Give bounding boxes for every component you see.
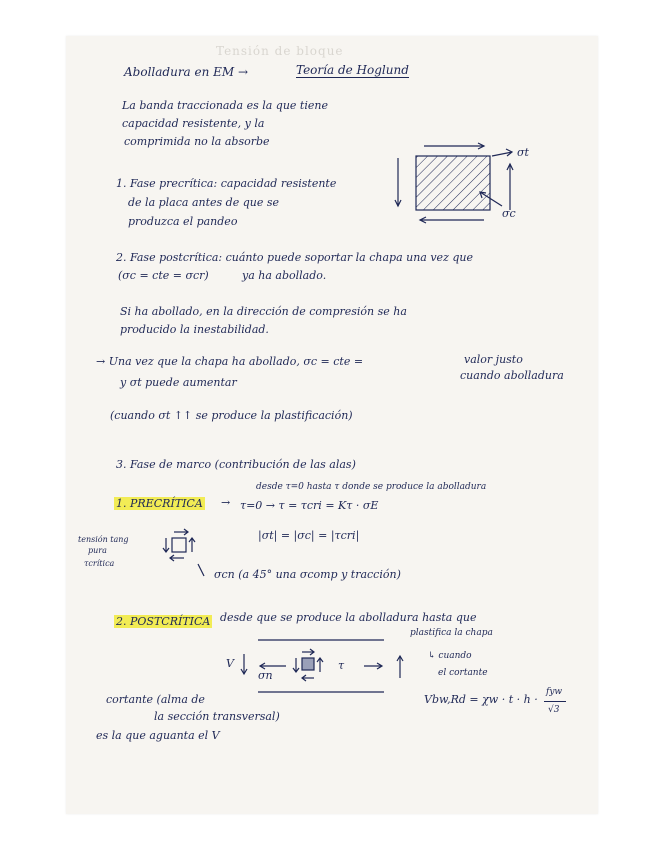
intro-line-2: capacidad resistente, y la (122, 117, 265, 130)
v-label: V (226, 657, 234, 670)
phase1-line-3: produzca el pandeo (128, 215, 238, 228)
phase3-title: 3. Fase de marco (contribución de las alas) (116, 458, 356, 471)
arrow-note-value: valor justo (464, 353, 523, 366)
sigma-t-label: σt (517, 146, 529, 159)
hatched-plate (416, 156, 490, 210)
precritica-label: 1. PRECRÍTICA (116, 497, 203, 510)
cortante-note: el cortante (438, 668, 488, 678)
web-panel-diagram (226, 636, 416, 698)
intro-line-1: La banda traccionada es la que tiene (122, 99, 328, 112)
postcritica-desc-2: plastifica la chapa (410, 628, 493, 638)
sigma-n-label: σn (258, 669, 273, 682)
web-note-line-2: la sección transversal) (154, 710, 280, 723)
shear-formula: Vbw,Rd = χw · t · h · (424, 693, 538, 706)
precritica-arrow: → (221, 496, 231, 509)
web-note-line-3: es la que aguanta el V (96, 729, 220, 742)
post-note-line-2: producido la inestabilidad. (120, 323, 269, 336)
tau-label: τ (338, 659, 345, 672)
shear-element-sketch (154, 528, 214, 578)
fraction-bar (544, 701, 566, 702)
title-right: Teoría de Hoglund (296, 63, 409, 77)
phase2-line-2: (σc = cte = σcr) (118, 269, 209, 282)
intro-line-3: comprimida no la absorbe (124, 135, 270, 148)
phase2-line-3: ya ha abollado. (242, 269, 327, 282)
precritica-desc-2: τ=0 → τ = τcri = Kτ · σE (240, 499, 379, 512)
cuando-note: ↳ cuando (428, 651, 472, 661)
web-note-line-1: cortante (alma de (106, 693, 205, 706)
arrow-note-line-2: y σt puede aumentar (120, 376, 237, 389)
formula-numerator: fyw (546, 687, 563, 697)
side-note-line-3: τcrítica (84, 559, 115, 568)
precritica-equation: |σt| = |σc| = |τcri| (258, 529, 360, 542)
phase1-line-1: 1. Fase precrítica: capacidad resistente (116, 177, 337, 190)
side-note-line-2: pura (88, 546, 107, 555)
precritica-desc-1: desde τ=0 hasta τ donde se produce la abolladura (256, 482, 487, 492)
bleed-through-heading: Tensión de bloque (216, 44, 344, 58)
formula-denominator: √3 (548, 705, 560, 715)
phase2-line-1: 2. Fase postcrítica: cuánto puede soportar la chapa una vez que (116, 251, 473, 264)
sigma-c-label: σc (502, 207, 516, 220)
title-left: Abolladura en EM → (124, 65, 249, 79)
postcritica-label: 2. POSTCRÍTICA (116, 615, 211, 628)
diagonal-note: σcn (a 45° una σcomp y tracción) (214, 568, 401, 581)
arrow-note-value-2: cuando abolladura (460, 369, 564, 382)
post-note-line-1: Si ha abollado, en la dirección de compresión se ha (120, 305, 407, 318)
side-note-line-1: tensión tang (78, 535, 129, 544)
phase1-line-2: de la placa antes de que se (128, 196, 280, 209)
arrow-note-line-1: → Una vez que la chapa ha abollado, σc = cte = (96, 355, 364, 368)
postcritica-desc: desde que se produce la abolladura hasta que (220, 611, 477, 624)
plastification-note: (cuando σt ↑↑ se produce la plastificación) (110, 409, 353, 422)
